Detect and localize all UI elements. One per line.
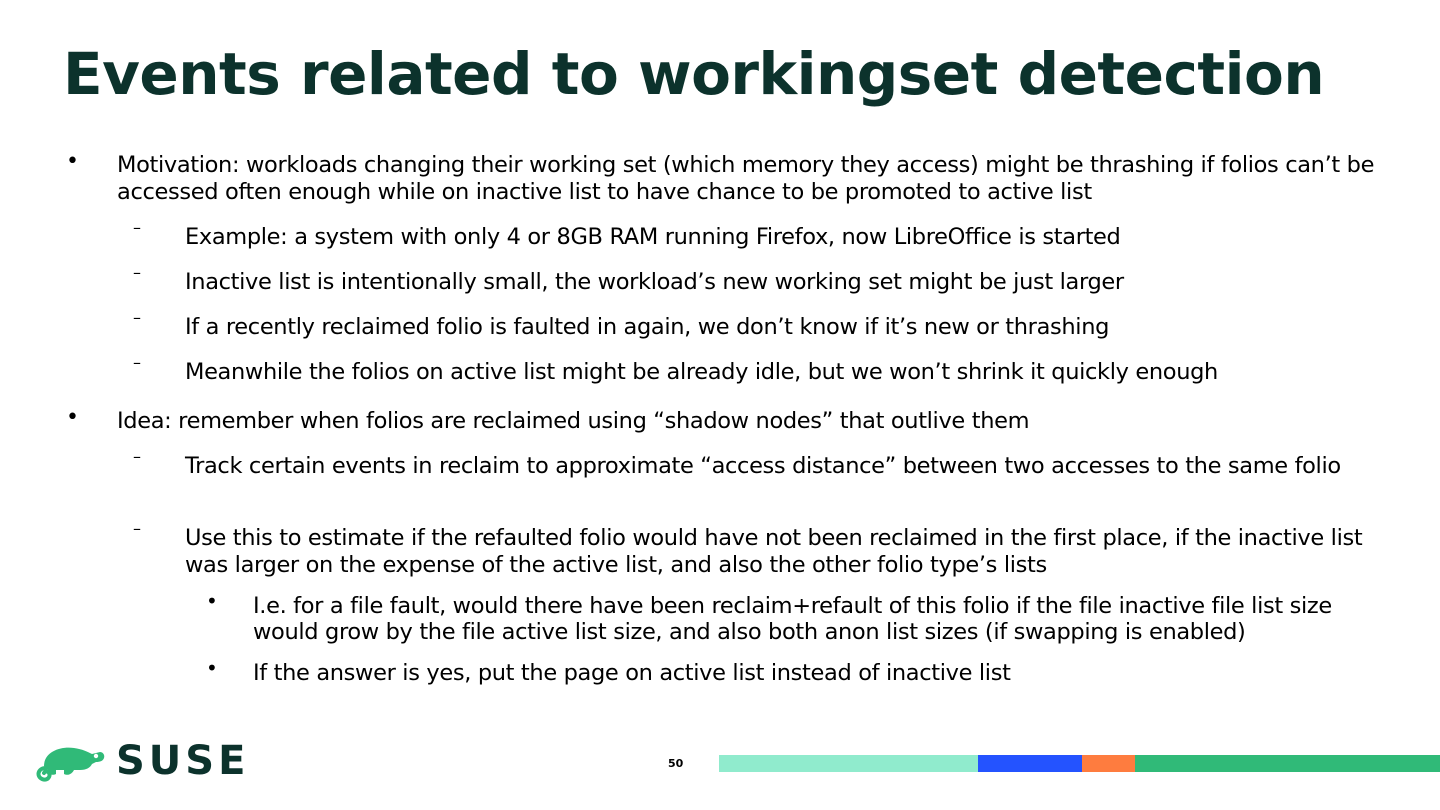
- bullet-text: Inactive list is intentionally small, the workload’s new working set might be just larger: [185, 269, 1124, 295]
- footer-bar-green: [1135, 755, 1440, 772]
- dash-marker: –: [133, 218, 141, 237]
- bullet-item: [206, 656, 1393, 687]
- bullet-item: [133, 353, 1365, 386]
- dash-marker: –: [133, 308, 141, 327]
- bullet-text: Meanwhile the folios on active list might be already idle, but we won’t shrink it quickly enough: [185, 359, 1218, 385]
- dash-marker: –: [133, 447, 141, 466]
- bullet-text: I.e. for a file fault, would there have been reclaim+refault of this folio if the file inactive file list size would grow by the file active list size, and also both anon list sizes (if swapping is enabled): [253, 593, 1332, 645]
- slide-title: Events related to workingset detection: [63, 40, 1325, 108]
- dash-marker: –: [133, 263, 141, 282]
- bullet-item: [133, 308, 1365, 341]
- bullet-marker: •: [66, 405, 79, 430]
- bullet-marker: •: [66, 149, 79, 174]
- suse-wordmark: SUSE: [116, 738, 250, 784]
- dash-marker: –: [133, 519, 141, 538]
- bullet-item: [66, 405, 1417, 435]
- bullet-item: [66, 149, 1417, 206]
- bullet-item: [133, 447, 1365, 480]
- bullet-text: If a recently reclaimed folio is faulted in again, we don’t know if it’s new or thrashing: [185, 314, 1110, 340]
- bullet-marker: •: [206, 589, 218, 613]
- bullet-text: Use this to estimate if the refaulted folio would have not been reclaimed in the first place, if the inactive list was larger on the expense of the active list, and also the other folio type’s lists: [185, 525, 1363, 578]
- bullet-item: [133, 218, 1365, 251]
- bullet-item: [133, 519, 1365, 579]
- suse-chameleon-icon: [34, 740, 106, 782]
- footer-bar-mint: [719, 755, 978, 772]
- dash-marker: –: [133, 353, 141, 372]
- bullet-item: [206, 589, 1393, 645]
- bullet-text: If the answer is yes, put the page on active list instead of inactive list: [253, 660, 1011, 686]
- bullet-text: Track certain events in reclaim to approximate “access distance” between two accesses to the same folio: [185, 453, 1341, 479]
- bullet-text: Motivation: workloads changing their working set (which memory they access) might be thrashing if folios can’t be accessed often enough while on inactive list to have chance to be promoted to active list: [117, 152, 1375, 205]
- page-number: 50: [668, 757, 684, 770]
- suse-logo: [34, 740, 249, 782]
- footer-bar-orange: [1082, 755, 1135, 772]
- bullet-item: [133, 263, 1365, 296]
- bullet-text: Example: a system with only 4 or 8GB RAM running Firefox, now LibreOffice is started: [185, 224, 1121, 250]
- footer-bar-blue: [978, 755, 1082, 772]
- bullet-marker: •: [206, 656, 218, 680]
- bullet-text: Idea: remember when folios are reclaimed using “shadow nodes” that outlive them: [117, 408, 1030, 434]
